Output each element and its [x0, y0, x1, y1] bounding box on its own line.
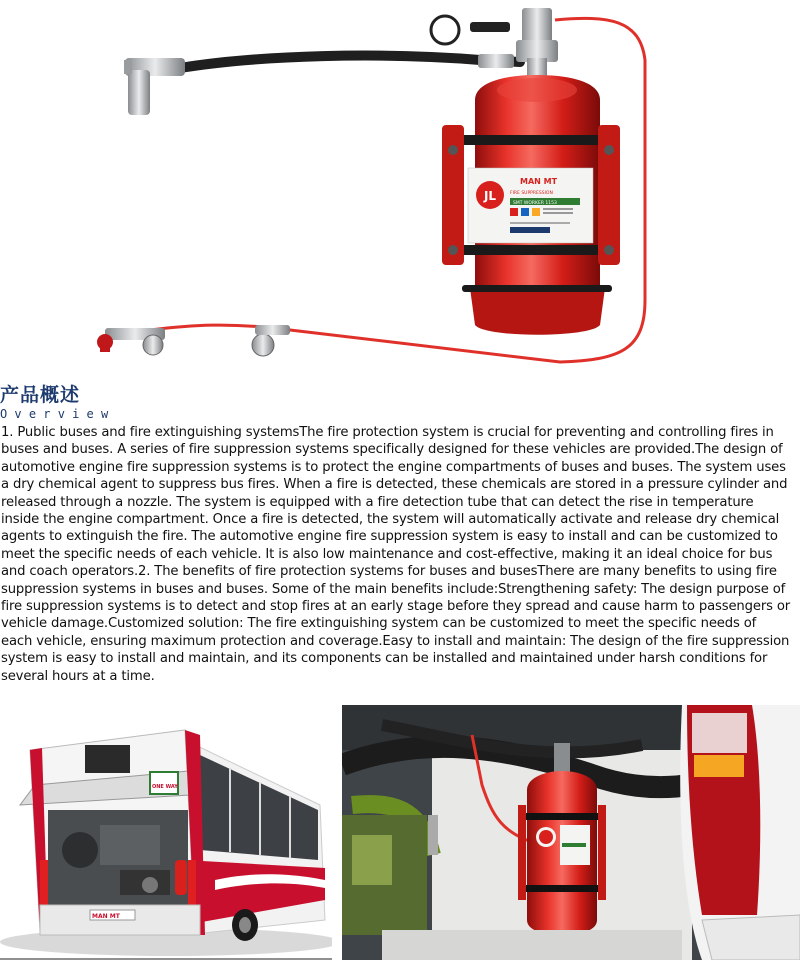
nozzle-elbow — [124, 58, 185, 115]
svg-text:JL: JL — [483, 189, 497, 203]
bus-photo — [0, 710, 332, 960]
label-brand: MAN MT — [520, 177, 558, 186]
pressure-switch — [97, 325, 290, 356]
label-line2: SMT WORKER 1153 — [513, 201, 557, 206]
engine-compartment-photo — [342, 705, 800, 960]
extinguisher-cylinder — [442, 75, 620, 335]
section-heading-chinese: 产品概述 — [0, 384, 81, 406]
discharge-hose — [180, 56, 520, 68]
section-heading-english: Overview — [0, 407, 116, 421]
label-line1: FIRE SUPPRESSION — [510, 191, 553, 196]
product-image — [0, 0, 800, 385]
bus-sign-label: ONE WAY — [152, 784, 178, 790]
body-paragraph: 1. Public buses and fire extinguishing systemsThe fire protection system is crucial for preventing and controlling fires in buses and buses. A series of fire suppression systems specifically designed for these vehicles are provided.The design of automotive engine fire suppression systems is to protect the engine compartments of buses and buses. The system uses a dry chemical agent to suppress bus fires. When a fire is detected, these chemicals are stored in a pressure cylinder and released through a nozzle. The system is equipped with a fire detection tube that can detect the rise in temperature inside the engine compartment. Once a fire is detected, the system will automatically activate and release dry chemical agents to extinguish the fire. The automotive engine fire suppression system is easy to install and can be customized to meet the specific needs of each vehicle. It is also low maintenance and cost-effective, making it an ideal choice for bus and coach operators.2. The benefits of fire protection systems for buses and busesThere are many benefits to using fire suppression systems in buses and buses. Some of the main benefits include:Strengthening safety: The design purpose of fire suppression systems is to detect and stop fires at an early stage before they spread and cause harm to passengers or vehicle damage.Customized solution: The fire extinguishing system can be customized to meet the specific needs of each vehicle, ensuring maximum protection and coverage.Easy to install and maintain: The design of the fire suppression system is easy to install and maintain, and its components can be installed and maintained under harsh conditions for several hours at a time. — [1, 425, 791, 684]
bus-brand-label: MAN MT — [92, 913, 120, 920]
